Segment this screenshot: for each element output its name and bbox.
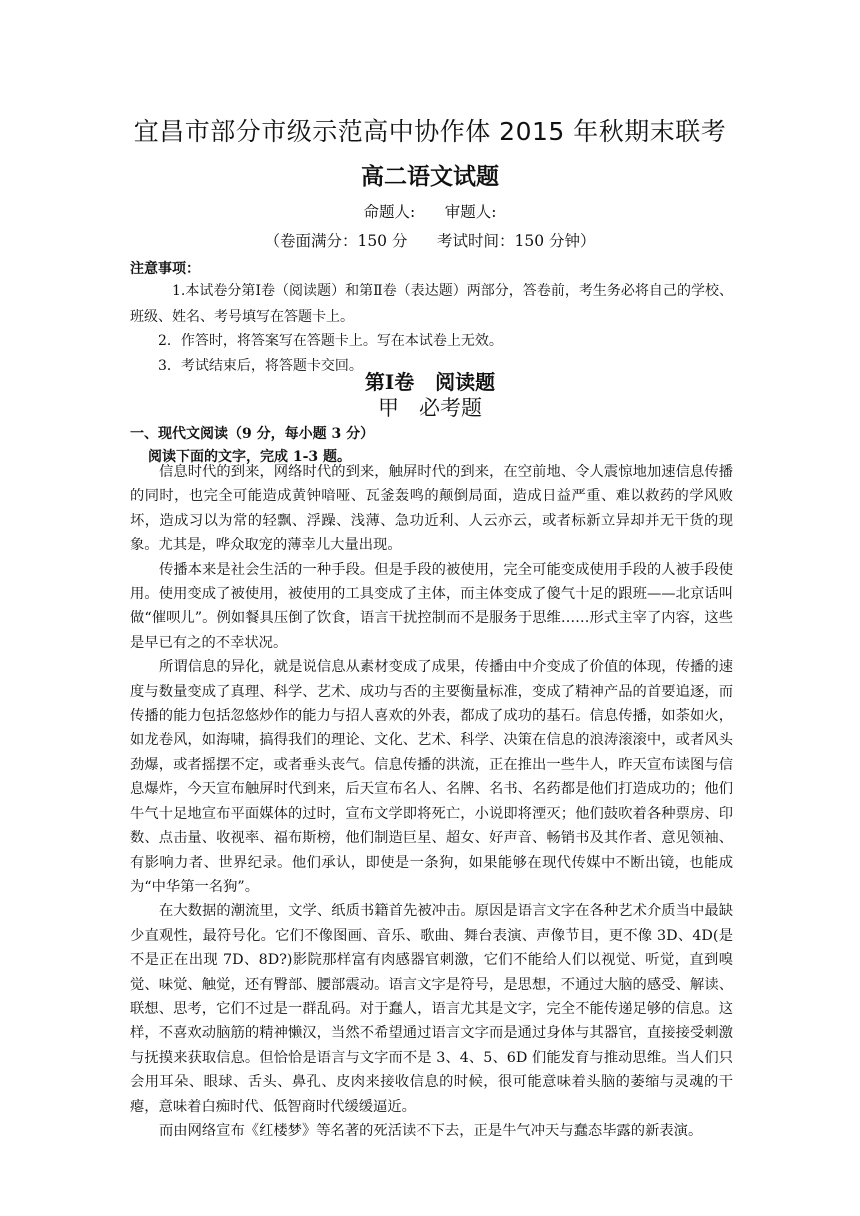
volume-title: 第Ⅰ卷 阅读题 xyxy=(364,370,496,394)
exam-title: 宜昌市部分市级示范高中协作体 2015 年秋期末联考 xyxy=(133,117,727,146)
passage-paragraph: 传播本来是社会生活的一种手段。但是手段的被使用，完全可能变成使用手段的人被手段使用。使用变成了被使用，被使用的工具变成了主体，而主体变成了傻气十足的跟班——北京话叫做“催呗儿”。例如餐具压倒了饮食，语言干扰控制而不是服务于思维……形式主宰了内容，这些是早已有之的不幸状况。 xyxy=(130,561,733,651)
authors-line: 命题人: 审题人: xyxy=(363,203,497,221)
passage-paragraph: 而由网络宣布《红楼梦》等名著的死活读不下去，正是牛气冲天与蠢态毕露的新表演。 xyxy=(159,1122,703,1139)
notice-heading: 注意事项： xyxy=(130,261,200,277)
passage-paragraph: 信息时代的到来，网络时代的到来，触屏时代的到来，在空前地、令人震惊地加速信息传播的同时，也完全可能造成黄钟喑哑、瓦釜轰鸣的颠倒局面，造成日益严重、难以救药的学风败坏，造成习以为常的轻飘、浮躁、浅薄、急功近利、人云亦云，或者标新立异却并无干货的现象。尤其是，哗众取宠的薄幸儿大量出现。 xyxy=(130,464,733,554)
notice-item-3: 3．考试结束后，将答题卡交回。 xyxy=(158,358,363,374)
notice-item-2: 2．作答时，将答案写在答题卡上。写在本试卷上无效。 xyxy=(158,333,503,349)
passage-paragraph: 在大数据的潮流里，文学、纸质书籍首先被冲击。原因是语言文字在各种艺术介质当中最缺少直观性，最符号化。它们不像图画、音乐、歌曲、舞台表演、声像节目，更不像 3D、4D(是不是正在出现 7D、8D?)影院那样富有肉感器官刺激，它们不能给人们以视觉、听觉，直到嗅觉、味觉、触觉，还有臀部、腰部震动。语言文字是符号，是思想，不通过大脑的感受、解读、联想、思考，它们不过是一群乱码。对于蠢人，语言尤其是文字，完全不能传递足够的信息。这样，不喜欢动脑筋的精神懒汉，当然不希望通过语言文字而是通过身体与其器官，直接接受刺激与抚摸来获取信息。但恰恰是语言与文字而不是 3、4、5、6D 们能发育与推动思维。当人们只会用耳朵、眼球、舌头、鼻孔、皮肉来接收信息的时候，很可能意味着头脑的萎缩与灵魂的干瘪，意味着白痴时代、低智商时代缓缓逼近。 xyxy=(130,903,733,1115)
reading-passage xyxy=(130,460,733,1143)
reading-instruction: 阅读下面的文字，完成 1-3 题。 xyxy=(148,449,352,465)
notice-item-1: 1.本试卷分第Ⅰ卷（阅读题）和第Ⅱ卷（表达题）两部分，答卷前，考生务必将自己的学校、班级、姓名、考号填写在答题卡上。 xyxy=(130,283,733,325)
required-section-title: 甲 必考题 xyxy=(377,396,483,420)
exam-subtitle: 高二语文试题 xyxy=(361,163,499,190)
score-time-line: （卷面满分：150 分 考试时间：150 分钟） xyxy=(264,232,596,250)
passage-paragraph: 所谓信息的异化，就是说信息从素材变成了成果，传播由中介变成了价值的体现，传播的速度与数量变成了真理、科学、艺术、成功与否的主要衡量标准，变成了精神产品的首要追逐，而传播的能力包括忽悠炒作的能力与招人喜欢的外表，都成了成功的基石。信息传播，如荼如火，如龙卷风，如海啸，搞得我们的理论、文化、艺术、科学、决策在信息的浪涛滚滚中，或者风头劲爆，或者摇摆不定，或者垂头丧气。信息传播的洪流，正在推出一些牛人，昨天宣布读图与信息爆炸，今天宣布触屏时代到来，后天宣布名人、名牌、名书、名药都是他们打造成功的；他们牛气十足地宣布平面媒体的过时，宣布文学即将死亡，小说即将湮灭；他们鼓吹着各种票房、印数、点击量、收视率、福布斯榜，他们制造巨星、超女、好声音、畅销书及其作者、意见领袖、有影响力者、世界纪录。他们承认，即使是一条狗，如果能够在现代传媒中不断出镜，也能成为“中华第一名狗”。 xyxy=(130,659,733,895)
section-heading: 一、现代文阅读（9 分，每小题 3 分） xyxy=(130,426,375,442)
